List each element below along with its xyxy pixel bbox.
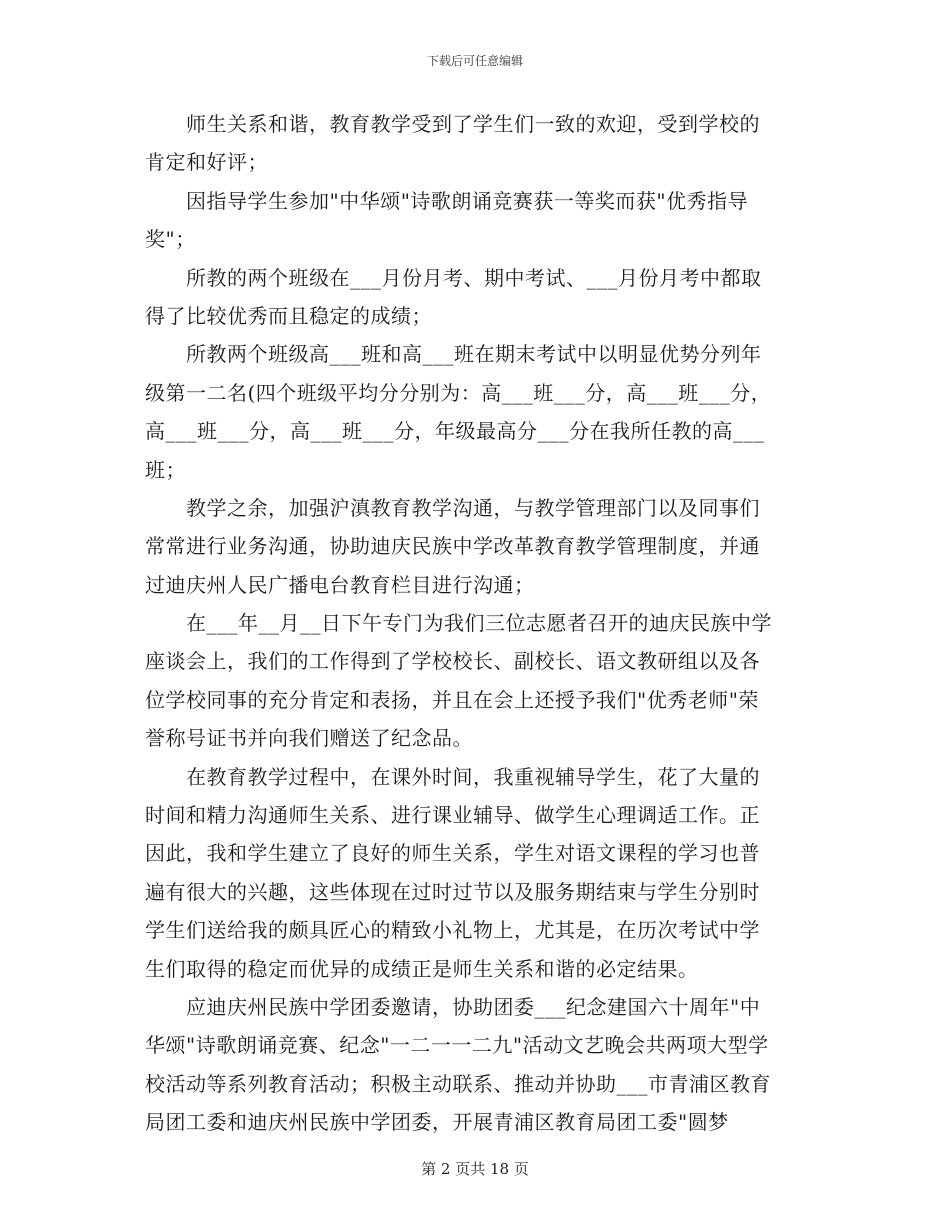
text-line: 师生关系和谐，教育教学受到了学生们一致的欢迎，受到学校的 xyxy=(186,112,760,136)
paragraph-6 xyxy=(145,604,805,758)
text-line: 时间和精力沟通师生关系、进行课业辅导、做学生心理调适工作。正 xyxy=(145,803,760,828)
text-line: 因指导学生参加"中华颂"诗歌朗诵竞赛获一等奖而获"优秀指导 xyxy=(186,188,749,213)
text-line: 生们取得的稳定而优异的成绩正是师生关系和谐的必定结果。 xyxy=(145,956,699,981)
text-line: 因此，我和学生建立了良好的师生关系，学生对语文课程的学习也普 xyxy=(145,841,760,866)
text-line: 在教育教学过程中，在课外时间，我重视辅导学生，花了大量的 xyxy=(186,764,760,789)
text-line: 应迪庆州民族中学团委邀请，协助团委___纪念建国六十周年"中 xyxy=(186,994,761,1019)
text-line: 常常进行业务沟通，协助迪庆民族中学改革教育教学管理制度，并通 xyxy=(145,534,760,559)
text-line: 座谈会上，我们的工作得到了学校校长、副校长、语文教研组以及各 xyxy=(145,649,760,674)
text-line: 高___班___分，高___班___分，年级最高分___分在我所任教的高___ xyxy=(145,419,765,444)
text-line: 过迪庆州人民广播电台教育栏目进行沟通； xyxy=(145,572,535,597)
text-line: 遍有很大的兴趣，这些体现在过时过节以及服务期结束与学生分别时 xyxy=(145,879,760,904)
text-line: 所教两个班级高___班和高___班在期末考试中以明显优势分列年 xyxy=(186,342,762,367)
document-body xyxy=(145,105,805,1142)
text-line: 誉称号证书并向我们赠送了纪念品。 xyxy=(145,726,473,751)
paragraph-3 xyxy=(145,259,805,336)
page-footer: 第 2 页共 18 页 xyxy=(421,1160,529,1178)
paragraph-7 xyxy=(145,758,805,988)
paragraph-2 xyxy=(145,182,805,259)
text-line: 肯定和好评； xyxy=(145,150,268,175)
text-line: 班； xyxy=(145,457,186,482)
text-line: 学生们送给我的颇具匠心的精致小礼物上，尤其是，在历次考试中学 xyxy=(145,918,760,943)
text-line: 在___年__月__日下午专门为我们三位志愿者召开的迪庆民族中学 xyxy=(186,611,772,636)
page-header: 下载后可任意编辑 xyxy=(426,54,523,68)
paragraph-1 xyxy=(145,105,805,182)
paragraph-5 xyxy=(145,489,805,604)
text-line: 奖"； xyxy=(145,227,196,252)
text-line: 教学之余，加强沪滇教育教学沟通，与教学管理部门以及同事们 xyxy=(186,495,760,520)
paragraph-8 xyxy=(145,988,805,1142)
text-line: 华颂"诗歌朗诵竞赛、纪念"一二一一二九"活动文艺晚会共两项大型学 xyxy=(145,1033,769,1058)
paragraph-4 xyxy=(145,335,805,489)
text-line: 得了比较优秀而且稳定的成绩； xyxy=(145,303,432,328)
text-line: 级第一二名(四个班级平均分分别为：高___班___分，高___班___分， xyxy=(145,380,772,405)
text-line: 校活动等系列教育活动；积极主动联系、推动并协助___市青浦区教育 xyxy=(145,1071,771,1096)
text-line: 所教的两个班级在___月份月考、期中考试、___月份月考中都取 xyxy=(186,265,762,290)
text-line: 局团工委和迪庆州民族中学团委，开展青浦区教育局团工委"圆梦 xyxy=(145,1110,729,1135)
text-line: 位学校同事的充分肯定和表扬，并且在会上还授予我们"优秀老师"荣 xyxy=(145,687,759,712)
